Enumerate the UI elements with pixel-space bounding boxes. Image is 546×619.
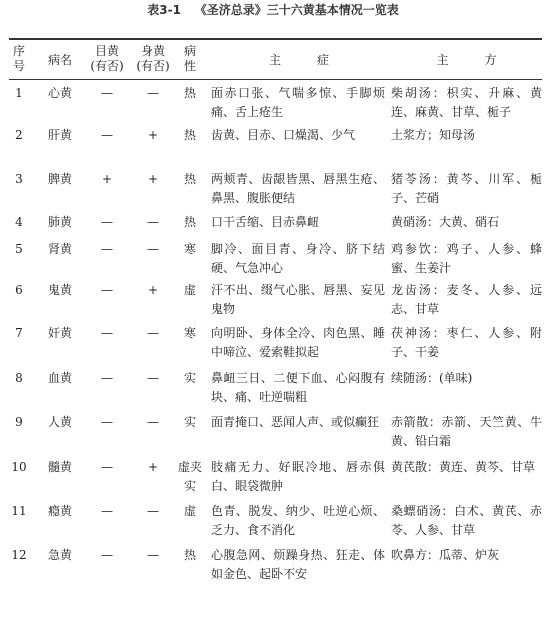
symptoms-text: 汗不出、缀气心胀、唇黑、妄见鬼物 (211, 283, 385, 316)
disease-name: 髓黄 (47, 460, 72, 474)
formula-text: 茯神汤：枣仁、人参、附子、干姜 (391, 326, 542, 359)
formula-text: 黄硝汤：大黄、硝石 (391, 215, 500, 229)
symptoms-text: 齿黄、目赤、口燥渴、少气 (211, 128, 356, 142)
body-yellow-value: + (147, 460, 159, 474)
disease-name: 人黄 (47, 415, 72, 429)
header-symptoms: 主 症 (268, 53, 329, 67)
body-yellow-value: — (147, 415, 159, 429)
disease-name: 血黄 (47, 371, 72, 385)
nature-value: 热 (183, 215, 196, 229)
row-index: 4 (15, 215, 23, 229)
nature-value: 热 (183, 548, 196, 562)
row-index: 1 (15, 86, 23, 100)
row-index: 11 (11, 504, 27, 518)
eye-yellow-value: — (101, 326, 113, 340)
nature-value: 实 (183, 415, 196, 429)
row-index: 7 (15, 326, 23, 340)
formula-text: 桑螵硝汤：白术、黄芪、赤苓、人参、甘草 (391, 504, 542, 537)
formula-text: 吹鼻方：瓜蒂、炉灰 (391, 548, 500, 562)
nature-value: 虚 (183, 283, 196, 297)
body-yellow-value: — (147, 215, 159, 229)
formula-text: 鸡参饮：鸡子、人参、蜂蜜、生姜汁 (391, 242, 542, 275)
eye-yellow-value: — (101, 415, 113, 429)
formula-text: 龙齿汤：麦冬、人参、远志、甘草 (391, 283, 542, 316)
eye-yellow-value: — (101, 242, 113, 256)
symptoms-text: 心腹急网、烦躁身热、狂走、体如金色、起卧不安 (211, 548, 385, 581)
row-index: 8 (15, 371, 23, 385)
body-yellow-value: — (147, 371, 159, 385)
header-body-yellow: 身黄 (有否) (136, 44, 170, 73)
formula-text: 柴胡汤：枳实、升麻、黄连、麻黄、甘草、栀子 (391, 86, 542, 119)
nature-value: 寒 (183, 326, 196, 340)
row-index: 12 (11, 548, 27, 562)
body-yellow-value: — (147, 242, 159, 256)
formula-text: 续随汤：(单味) (391, 371, 473, 385)
body-yellow-value: — (147, 548, 159, 562)
header-nature: 病 性 (183, 44, 196, 73)
symptoms-text: 肢痛无力、好眠冷地、唇赤俱白、眼袋微肿 (211, 460, 385, 493)
disease-name: 肾黄 (47, 242, 72, 256)
disease-name: 肝黄 (47, 128, 72, 142)
row-index: 5 (15, 242, 23, 256)
disease-name: 鬼黄 (47, 283, 72, 297)
row-index: 3 (15, 172, 23, 186)
body-yellow-value: — (147, 504, 159, 518)
eye-yellow-value: — (101, 548, 113, 562)
disease-name: 心黄 (47, 86, 72, 100)
eye-yellow-value: — (101, 504, 113, 518)
nature-value: 实 (183, 371, 196, 385)
formula-text: 赤箭散：赤箭、天竺黄、牛黄、铅白霜 (391, 415, 542, 448)
symptoms-text: 色青、脱发、纳少、吐逆心烦、乏力、食不消化 (211, 504, 385, 537)
formula-text: 土浆方；知母汤 (391, 128, 476, 142)
eye-yellow-value: — (101, 86, 113, 100)
symptoms-text: 面赤口张、气喘多惊、手脚烦痛、舌上疮生 (211, 86, 385, 119)
disease-name: 瘾黄 (47, 504, 72, 518)
page-bottom-margin (0, 596, 546, 619)
nature-value: 热 (183, 86, 196, 100)
row-index: 9 (15, 415, 23, 429)
symptoms-text: 口干舌缩、目赤鼻衄 (211, 215, 320, 229)
table (9, 0, 542, 619)
eye-yellow-value: + (101, 172, 113, 186)
symptoms-text: 两颊青、齿龈皆黑、唇黑生疮、鼻黑、腹胀便结 (211, 172, 385, 205)
nature-value: 热 (183, 128, 196, 142)
nature-value: 虚 (183, 504, 196, 518)
symptoms-text: 向明卧、身体全冷、肉色黑、睡中啼泣、爱索鞋拟起 (211, 326, 385, 359)
body-yellow-value: + (147, 128, 159, 142)
body-yellow-value: — (147, 86, 159, 100)
disease-name: 急黄 (47, 548, 72, 562)
header-name: 病名 (47, 53, 72, 67)
symptoms-text: 鼻衄三日、二便下血、心闷腹有块、痛、吐逆喘粗 (211, 371, 385, 404)
nature-value: 虚夹实 (177, 460, 202, 493)
eye-yellow-value: — (101, 371, 113, 385)
header-formula: 主 方 (436, 53, 497, 67)
disease-name: 脾黄 (47, 172, 72, 186)
disease-name: 奸黄 (47, 326, 72, 340)
body-yellow-value: — (147, 326, 159, 340)
header-eye-yellow: 目黄 (有否) (90, 44, 124, 73)
table-number: 表3-1 (147, 3, 181, 17)
row-index: 10 (11, 460, 27, 474)
formula-text: 黄芪散：黄连、黄芩、甘草 (391, 460, 536, 474)
symptoms-text: 面青掩口、恶闻人声、或似癫狂 (211, 415, 380, 429)
formula-text: 猪苓汤：黄芩、川军、栀子、芒硝 (391, 172, 542, 205)
eye-yellow-value: — (101, 283, 113, 297)
eye-yellow-value: — (101, 215, 113, 229)
body-yellow-value: + (147, 172, 159, 186)
row-index: 6 (15, 283, 23, 297)
symptoms-text: 脚冷、面目青、身冷、脐下结硬、气急冲心 (211, 242, 385, 275)
table-title: 《圣济总录》三十六黄基本情况一览表 (194, 3, 399, 17)
header-index: 序 号 (12, 44, 25, 73)
nature-value: 热 (183, 172, 196, 186)
body-yellow-value: + (147, 283, 159, 297)
row-index: 2 (15, 128, 23, 142)
eye-yellow-value: — (101, 128, 113, 142)
nature-value: 寒 (183, 242, 196, 256)
eye-yellow-value: — (101, 460, 113, 474)
disease-name: 肺黄 (47, 215, 72, 229)
